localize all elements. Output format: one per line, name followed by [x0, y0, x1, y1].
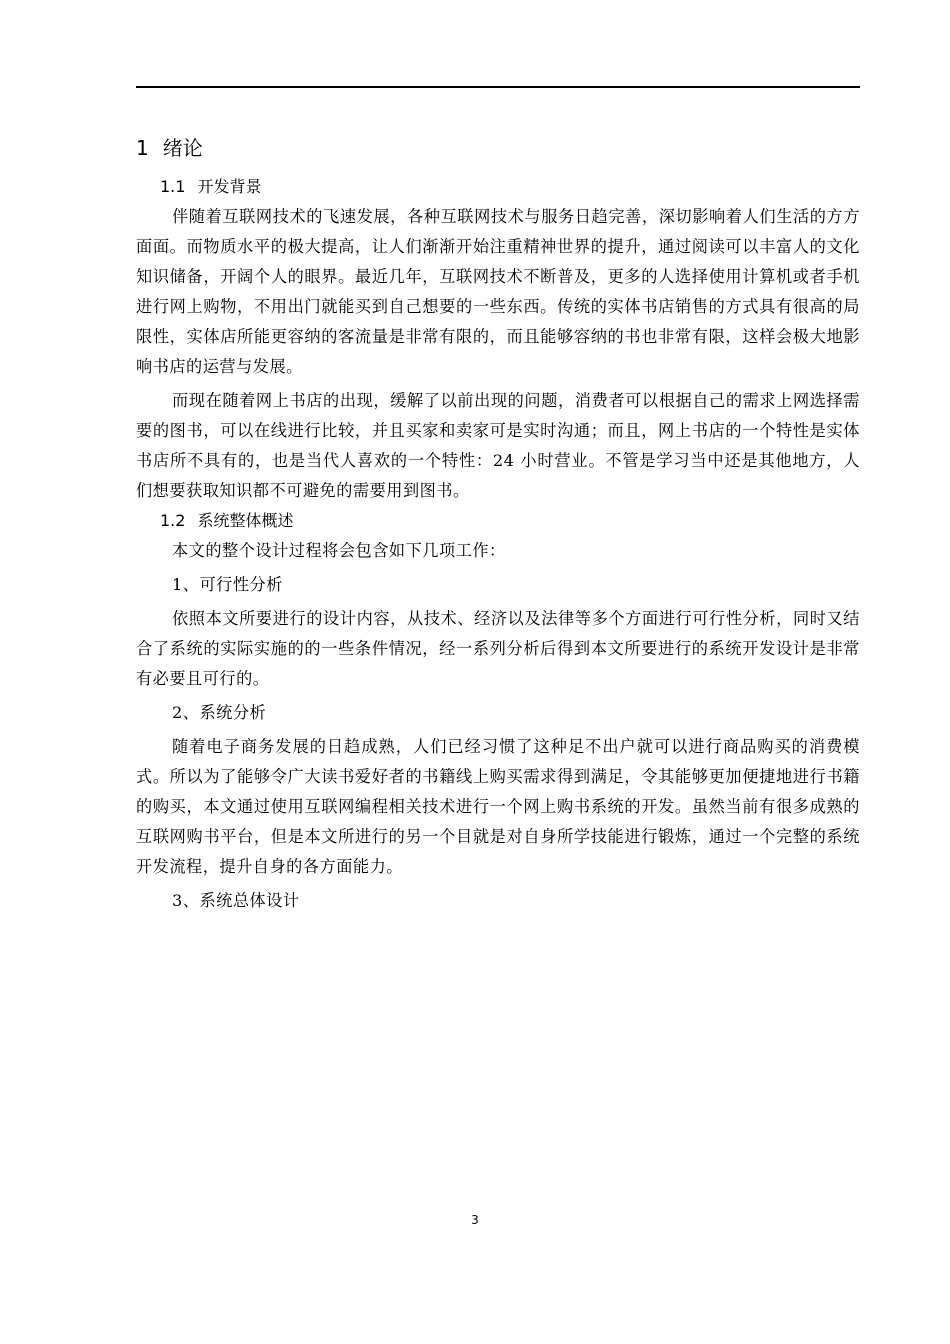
paragraph: 而现在随着网上书店的出现，缓解了以前出现的问题，消费者可以根据自己的需求上网选择需要的图书，可以在线进行比较，并且买家和卖家可是实时沟通；而且，网上书店的一个特性是实体书店所不具有的，也是当代人喜欢的一个特性：24 小时营业。不管是学习当中还是其他地方，人们想要获取知识都不可避免的需要用到图书。: [136, 391, 860, 500]
section-title-system-overview: [136, 506, 860, 536]
paragraph: 依照本文所要进行的设计内容，从技术、经济以及法律等多个方面进行可行性分析，同时又结合了系统的实际实施的的一些条件情况，经一系列分析后得到本文所要进行的系统开发设计是非常有必要且可行的。: [136, 609, 860, 688]
list-heading-overall-design: 3、系统总体设计: [172, 891, 300, 910]
paragraph: 伴随着互联网技术的飞速发展，各种互联网技术与服务日趋完善，深切影响着人们生活的方方面面。而物质水平的极大提高，让人们渐渐开始注重精神世界的提升，通过阅读可以丰富人的文化知识储备，开阔个人的眼界。最近几年，互联网技术不断普及，更多的人选择使用计算机或者手机进行网上购物，不用出门就能买到自己想要的一些东西。传统的实体书店销售的方式具有很高的局限性，实体店所能更容纳的客流量是非常有限的，而且能够容纳的书也非常有限，这样会极大地影响书店的运营与发展。: [136, 207, 860, 376]
chapter-number: 1: [136, 136, 149, 160]
chapter-title-text: 绪论: [162, 136, 203, 160]
paragraph: 随着电子商务发展的日趋成熟，人们已经习惯了这种足不出户就可以进行商品购买的消费模式。所以为了能够令广大读书爱好者的书籍线上购买需求得到满足，令其能够更加便捷地进行书籍的购买，本文通过使用互联网编程相关技术进行一个网上购书系统的开发。虽然当前有很多成熟的互联网购书平台，但是本文所进行的另一个目就是对自身所学技能进行锻炼，通过一个完整的系统开发流程，提升自身的各方面能力。: [136, 737, 860, 876]
section-title-dev-background: [136, 172, 860, 202]
page-number: 3: [471, 1213, 479, 1227]
section-number: 1.1: [160, 177, 186, 196]
section-title-text: 系统整体概述: [197, 511, 294, 530]
paragraph: 本文的整个设计过程将会包含如下几项工作：: [172, 541, 506, 560]
header-rule: [136, 86, 860, 88]
section-title-text: 开发背景: [197, 177, 262, 196]
section-number: 1.2: [160, 511, 186, 530]
list-heading-system-analysis: 2、系统分析: [172, 703, 267, 722]
chapter-title: [136, 128, 860, 168]
page-content: [136, 128, 860, 916]
list-heading-feasibility: 1、可行性分析: [172, 575, 283, 594]
